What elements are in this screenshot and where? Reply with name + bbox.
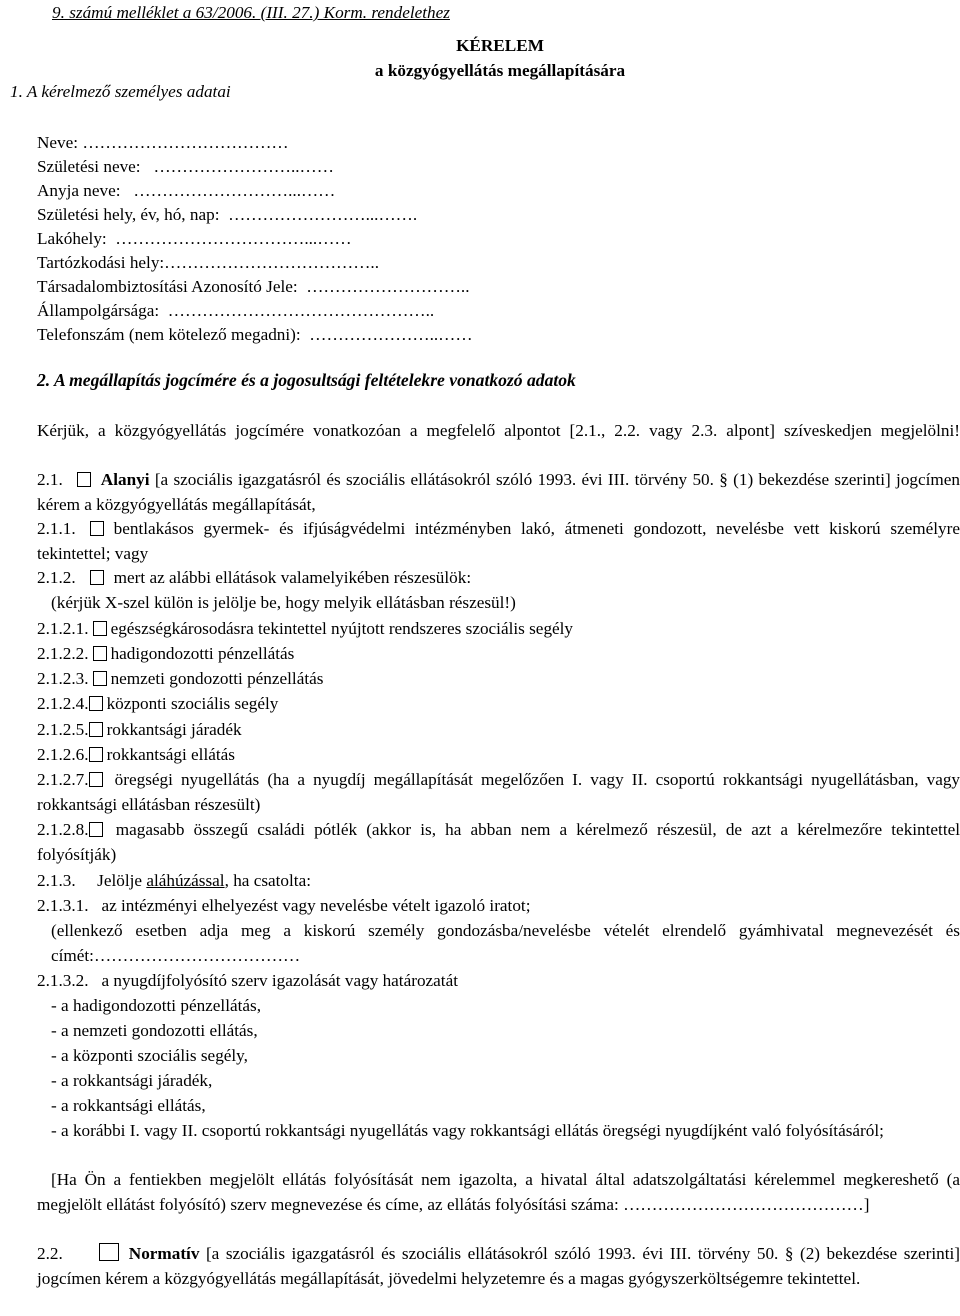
citizenship-field[interactable]: Állampolgársága: ……………………………………….. (37, 301, 435, 320)
checkbox-2-1-1[interactable] (90, 521, 104, 536)
item-2-1-2-4: 2.1.2.4. központi szociális segély (37, 694, 279, 713)
item-2-1-2-3: 2.1.2.3. nemzeti gondozotti pénzellátás (37, 669, 324, 688)
list-item: - a rokkantsági járadék, (51, 1071, 213, 1090)
paragraph-2-1-3: 2.1.3. Jelölje aláhúzással, ha csatolta: (37, 871, 311, 890)
paragraph-2-1-3-2: 2.1.3.2. a nyugdíjfolyósító szerv igazolását vagy határozatát (37, 971, 458, 990)
item-2-1-2-5: 2.1.2.5. rokkantsági járadék (37, 720, 242, 739)
birth-place-date-field[interactable]: Születési hely, év, hó, nap: ……………………...……. (37, 205, 418, 224)
checkbox-2-1-2-4[interactable] (89, 696, 103, 711)
name-field[interactable]: Neve: ……………………………… (37, 133, 289, 152)
checkbox-2-1-2-3[interactable] (93, 671, 107, 686)
section2-heading: 2. A megállapítás jogcímére és a jogosultsági feltételekre vonatkozó adatok (37, 370, 576, 390)
list-item: - a korábbi I. vagy II. csoportú rokkantsági nyugellátás vagy rokkantsági ellátás öregségi nyugdíjként való folyósításáról; (51, 1121, 884, 1140)
paragraph-2-1-2: 2.1.2. mert az alábbi ellátások valamelyikében részesülök: (37, 568, 472, 587)
checkbox-2-1-2-2[interactable] (93, 646, 107, 661)
paragraph-2-1-1: 2.1.1. bentlakásos gyermek- és ifjúságvédelmi intézményben lakó, átmeneti gondozott, nevelésbe vett kiskorú személyre tekintettel; vagy (37, 519, 960, 563)
form-subtitle: a közgyógyellátás megállapítására (374, 61, 626, 80)
section2-intro: Kérjük, a közgyógyellátás jogcímére vonatkozóan a megfelelő alpontot [2.1., 2.2. vagy 2.3. alpont] szíveskedjen megjelölni! (37, 421, 960, 440)
form-title: KÉRELEM (456, 36, 544, 55)
section1-heading: 1. A kérelmező személyes adatai (10, 82, 231, 101)
taj-number-field[interactable]: Társadalombiztosítási Azonosító Jele: ……………………….. (37, 277, 470, 296)
checkbox-2-1-2-8[interactable] (89, 822, 103, 837)
checkbox-2-2[interactable] (99, 1243, 119, 1261)
checkbox-2-1-2-6[interactable] (89, 747, 103, 762)
instruction-note: (kérjük X-szel külön is jelölje be, hogy melyik ellátásban részesül!) (51, 593, 516, 612)
item-2-1-2-6: 2.1.2.6. rokkantsági ellátás (37, 745, 235, 764)
list-item: - a központi szociális segély, (51, 1046, 248, 1065)
guardianship-note[interactable]: (ellenkező esetben adja meg a kiskorú személy gondozásba/nevelésbe vételét elrendelő gyámhivatal megnevezését és címét:……………………………… (51, 921, 960, 965)
stay-address-field[interactable]: Tartózkodási hely:……………………………….. (37, 253, 380, 272)
paragraph-2-1-3-1: 2.1.3.1. az intézményi elhelyezést vagy nevelésbe vételt igazoló iratot; (37, 896, 531, 915)
mother-name-field[interactable]: Anyja neve: ………………………...…… (37, 181, 336, 200)
decree-reference: 9. számú melléklet a 63/2006. (III. 27.) Korm. rendelethez (52, 3, 450, 22)
list-item: - a nemzeti gondozotti ellátás, (51, 1021, 258, 1040)
paragraph-2-2: 2.2. Normatív [a szociális igazgatásról és szociális ellátásokról szóló 1993. évi III. törvény 50. § (2) bekezdése szerinti] jogcímen kérem a közgyógyellátás megállapítását, jövedelmi helyzetemre és a magas gyógyszerköltségemre tekintettel. (37, 1244, 960, 1288)
paragraph-2-1: 2.1. Alanyi [a szociális igazgatásról és szociális ellátásokról szóló 1993. évi III. törvény 50. § (1) bekezdése szerinti] jogcímen kérem a közgyógyellátás megállapítását, (37, 470, 960, 514)
bracket-note[interactable]: [Ha Ön a fentiekben megjelölt ellátás folyósítását nem igazolta, a hivatal által adatszolgáltatási kérelemmel megkereshető (a megjelölt ellátást folyósító) szerv megnevezése és címe, az ellátás folyósítási száma: ……………………………………] (37, 1170, 960, 1214)
list-item: - a hadigondozotti pénzellátás, (51, 996, 261, 1015)
checkbox-2-1-2-7[interactable] (89, 772, 103, 787)
checkbox-2-1[interactable] (77, 472, 91, 487)
item-2-1-2-8: 2.1.2.8. magasabb összegű családi pótlék (akkor is, ha abban nem a kérelmező részesül, de azt a kérelmezőre tekintettel folyósítják) (37, 820, 960, 864)
list-item: - a rokkantsági ellátás, (51, 1096, 206, 1115)
residence-field[interactable]: Lakóhely: ……………………………...…… (37, 229, 352, 248)
checkbox-2-1-2-1[interactable] (93, 621, 107, 636)
checkbox-2-1-2-5[interactable] (89, 722, 103, 737)
phone-field[interactable]: Telefonszám (nem kötelező megadni): …………………..…… (37, 325, 473, 344)
item-2-1-2-1: 2.1.2.1. egészségkárosodásra tekintettel nyújtott rendszeres szociális segély (37, 619, 574, 638)
item-2-1-2-7: 2.1.2.7. öregségi nyugellátás (ha a nyugdíj megállapítását megelőzően I. vagy II. csoportú rokkantsági nyugellátásban, vagy rokkantsági ellátásban részesült) (37, 770, 960, 814)
item-2-1-2-2: 2.1.2.2. hadigondozotti pénzellátás (37, 644, 295, 663)
checkbox-2-1-2[interactable] (90, 570, 104, 585)
birth-name-field[interactable]: Születési neve: ……………………..…… (37, 157, 334, 176)
